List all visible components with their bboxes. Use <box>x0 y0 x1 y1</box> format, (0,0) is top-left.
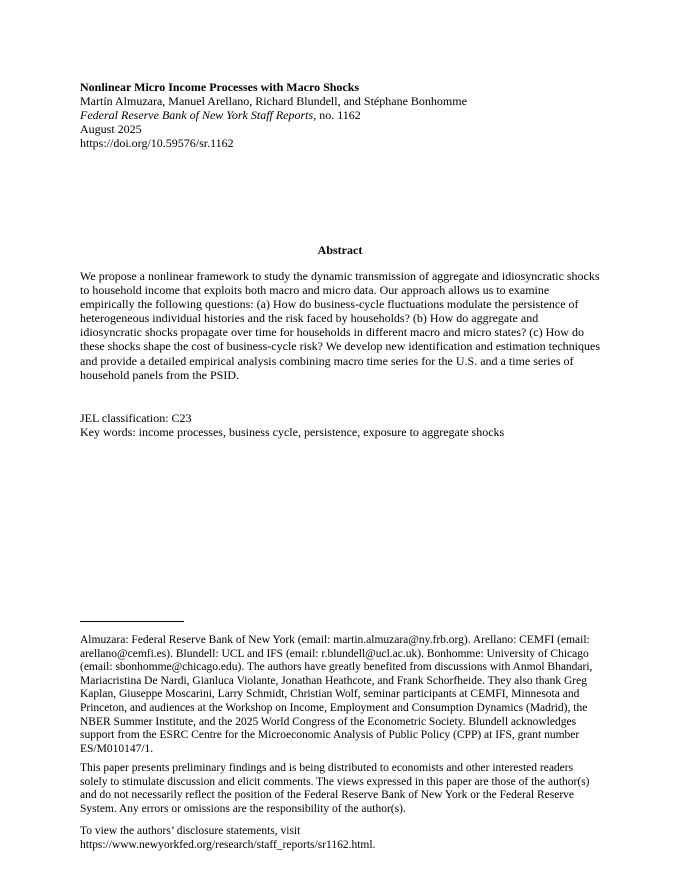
series-line <box>80 108 600 122</box>
paper-doi-link[interactable]: https://doi.org/10.59576/sr.1162 <box>80 136 234 150</box>
abstract-heading: Abstract <box>317 243 363 257</box>
series-number: , no. 1162 <box>313 108 361 122</box>
series-name: Federal Reserve Bank of New York Staff Reports <box>80 108 314 122</box>
author-footnote: Almuzara: Federal Reserve Bank of New York (email: martin.almuzara@ny.frb.org). Arellano: CEMFI (email: arellano@cemfi.es). Blundell: UCL and IFS (email: r.blundell@ucl.ac.uk). Bonhomme: University of Chicago (email: sbonhomme@chicago.edu). The authors have greatly benefited from discussions with Anmol Bhandari, Mariacristina De Nardi, Gianluca Violante, Jonathan Heathcote, and Frank Schorfheide. They also thank Greg Kaplan, Giuseppe Moscarini, Larry Schmidt, Christian Wolf, seminar participants at CEMFI, Minnesota and Princeton, and audiences at the Workshop on Income, Employment and Consumption Dynamics (Madrid), the NBER Summer Institute, and the 2025 World Congress of the Econometric Society. Blundell acknowledges support from the ESRC Centre for the Microeconomic Analysis of Public Policy (CPP) at IFS, grant number ES/M010147/1. <box>80 634 593 755</box>
footnote-rule <box>80 621 184 622</box>
disclaimer-text: This paper presents preliminary findings and is being distributed to economists and other interested readers solely to stimulate discussion and elicit comments. The views expressed in this paper are those of the author(s) and do not necessarily reflect the position of the Federal Reserve Bank of New York or the Federal Reserve System. Any errors or omissions are the responsibility of the author(s). <box>80 762 590 815</box>
paper-title: Nonlinear Micro Income Processes with Macro Shocks <box>80 80 360 94</box>
paper-authors: Martín Almuzara, Manuel Arellano, Richard Blundell, and Stéphane Bonhomme <box>80 94 467 108</box>
disclosure-link[interactable]: https://www.newyorkfed.org/research/staff_reports/sr1162.html. <box>80 838 376 851</box>
abstract-text: We propose a nonlinear framework to study the dynamic transmission of aggregate and idiosyncratic shocks to household income that exploits both macro and micro data. Our approach allows us to examine empirically the following questions: (a) How do business-cycle fluctuations modulate the persistence of heterogeneous individual histories and the risk faced by households? (b) How do aggregate and idiosyncratic shocks propagate over time for households in different macro and micro states? (c) How do these shocks shape the cost of business-cycle risk? We develop new identification and estimation techniques and provide a detailed empirical analysis combining macro time series for the U.S. and a time series of household panels from the PSID. <box>80 269 601 382</box>
jel-classification: JEL classification: C23 <box>80 411 192 425</box>
paper-date: August 2025 <box>80 122 142 136</box>
disclosure-block <box>80 825 602 852</box>
classification-block <box>80 411 600 439</box>
paper-header <box>80 80 600 150</box>
key-words: Key words: income processes, business cycle, persistence, exposure to aggregate shocks <box>80 425 505 439</box>
disclosure-text: To view the authors’ disclosure statements, visit <box>80 825 301 837</box>
